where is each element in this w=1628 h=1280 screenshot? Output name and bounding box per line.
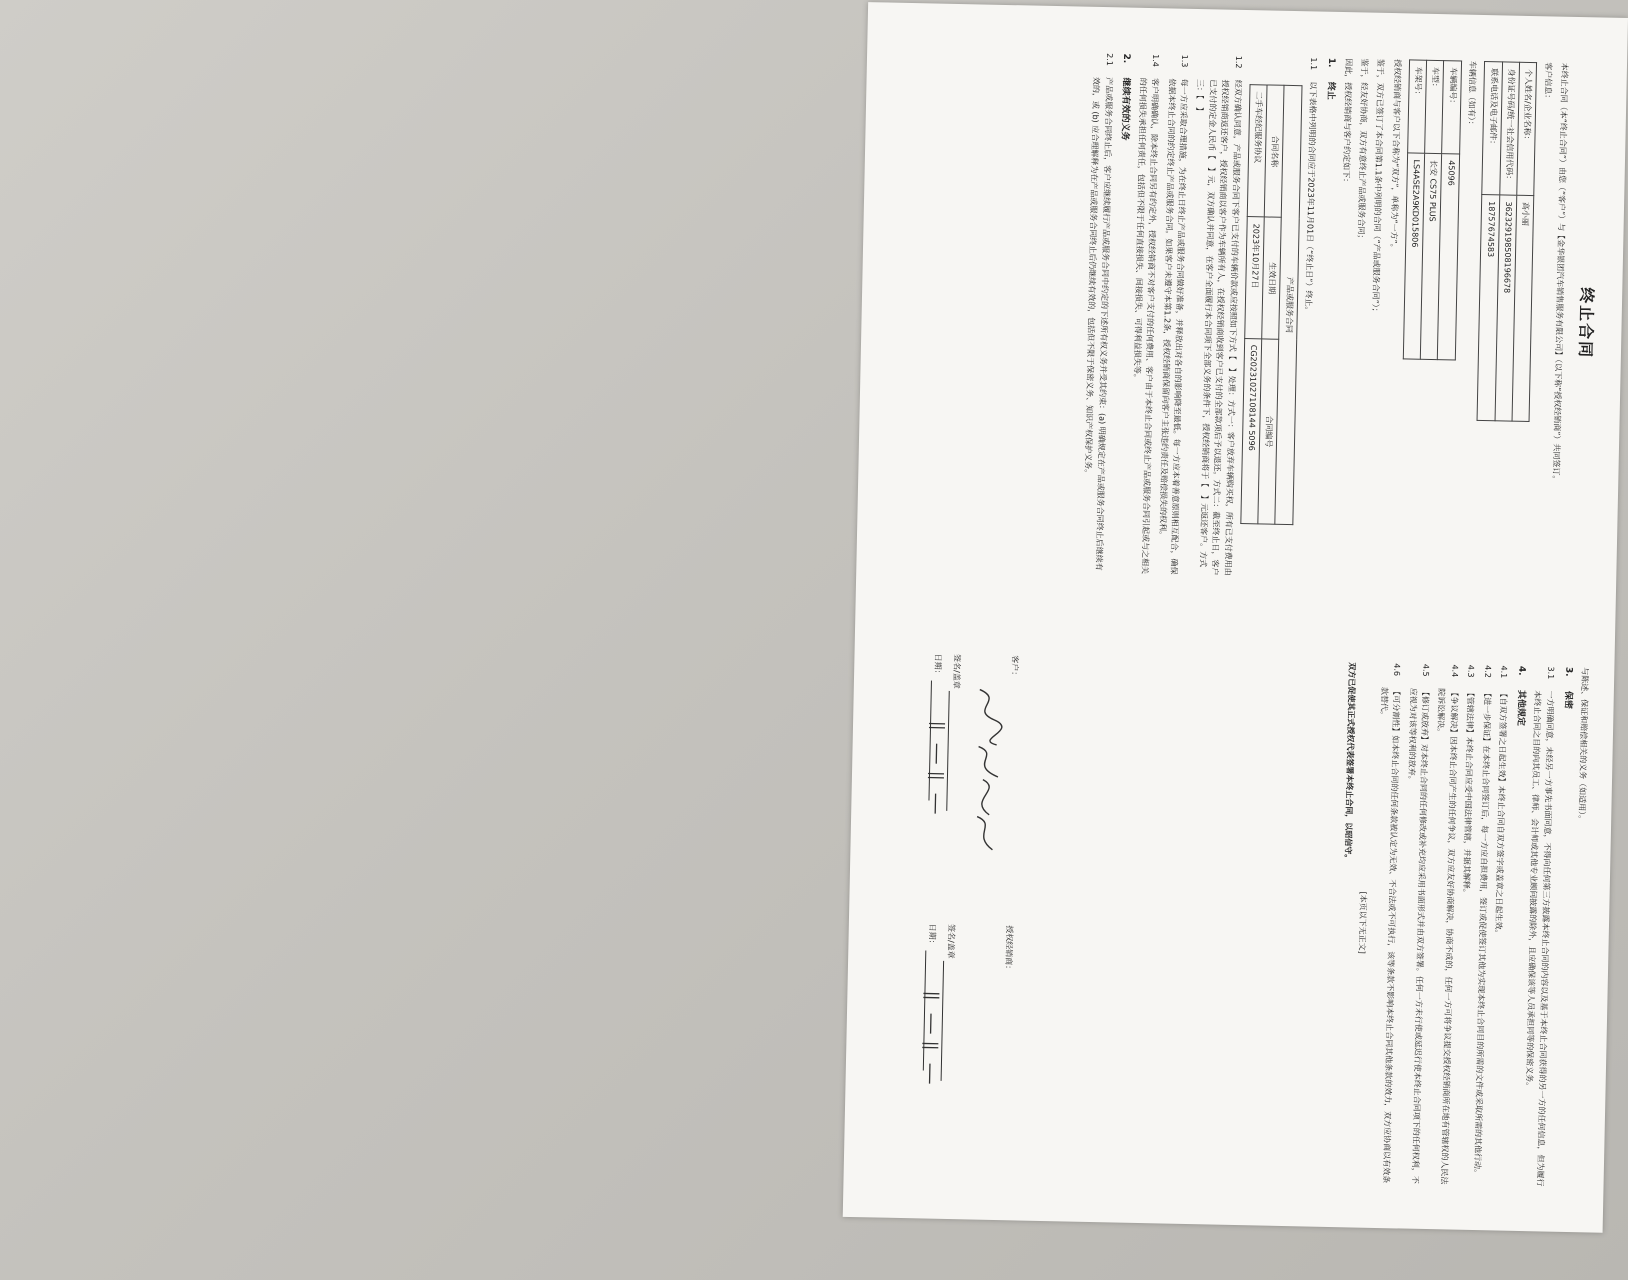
dealer-date-label: 日期： xyxy=(927,923,938,948)
clause-4-2: 4.2 【进一步保证】在本终止合同签订后，每一方应自担费用，签订或促使签订其他为实现本终止合同目的所需的文件或采取所需的其他行动。 xyxy=(1470,665,1493,1185)
customer-sig-label: 客户： xyxy=(1010,655,1020,680)
clause-4-5-text: 【修订或放弃】对本终止合同的任何修改或补充均应采用书面形式并由双方签署。任何一方未行使或延迟行使本终止合同项下的任何权利，不应视为对该等权利的放弃。 xyxy=(1406,687,1430,1184)
customer-handwritten-signature xyxy=(958,684,1010,855)
contract-header-number: 合同编号 xyxy=(1258,338,1279,524)
car-model-value: 长安 CS75 PLUS xyxy=(1420,153,1442,359)
clause-1-3-text: 每一方应采取合理措施，为在终止日终止产品或服务合同做好准备，并释放出对各自的影响降至最低。每一方应本着善意原则相互配合，确保依据本终止合同的约定终止产品或服务合同。如果客户未遵守本第1.2条，授权经销商保留向客户主张违约责任及赔偿损失的权利。 xyxy=(1157,78,1189,575)
clause-1-2: 1.2 经双方确认同意，产品或服务合同下客户已支付的车辆价款或应按照如下方式【 】处理：方式一：客户放弃车辆购买权，所有已支付费用由授权经销商返还客户，授权经销商以客户作为车辆所有人，在授权经销商收到客户已支付的全部款项后予以退还。方式二：截至终止日，客户已支付的定金人民币【 】元，双方确认并同意，在客户全面履行本合同项下全部义务的条件下，授权经销商将于【 】元返还客户。方式三：【 】 xyxy=(1183,55,1243,576)
customer-sign-label: 签名/盖章 xyxy=(951,653,962,689)
section-3-intro: 与陈述、保证和赔偿相关的义务（如适用）。 xyxy=(1577,667,1590,824)
section-1-title: 终止 xyxy=(1325,81,1336,100)
document-page xyxy=(843,2,1628,1233)
signature-page-note: [本页以下无正文] xyxy=(1357,891,1369,954)
clause-4-3: 4.3 【管辖法律】本终止合同应受中国法律管辖，并据其解释。 xyxy=(1453,665,1476,1185)
clause-1-2-text: 经双方确认同意，产品或服务合同下客户已支付的车辆价款或应按照如下方式【 】处理：方式一：客户放弃车辆购买权，所有已支付费用由授权经销商返还客户，授权经销商以客户作为车辆所有人，在授权经销商收到客户已支付的全部款项后予以退还。方式二：截至终止日，客户已支付的定金人民币【 】元，双方确认并同意，在客户全面履行本合同项下全部义务的条件下，授权经销商将于【 】元返还客户。方式三：【 】 xyxy=(1195,78,1243,576)
clause-4-5: 4.5 【修订或放弃】对本终止合同的任何修改或补充均应采用书面形式并由双方签署。任何一方未行使或延迟行使本终止合同项下的任何权利，不应视为对该等权利的放弃。 xyxy=(1396,664,1432,1184)
execution-statement: 双方已促使其正式授权代表签署本终止合同，以昭信守。 xyxy=(1343,662,1357,863)
customer-id-key: 身份证号码/统一社会信用代码： xyxy=(1499,62,1519,195)
section-3-title: 保密 xyxy=(1562,690,1573,709)
dealer-handwritten-date xyxy=(917,983,944,1103)
clause-3-1: 3.1 一方明确同意，未经另一方事先书面同意，不得向任何第三方披露本终止合同的内容以及基于本终止合同获得的另一方的任何信息，但为履行本终止合同之目的向其员工、律师、会计师或其他专业顾问披露的除外，且应确保该等人员承担同等的保密义务。 xyxy=(1520,666,1556,1186)
left-column xyxy=(1075,53,1603,584)
customer-signature-block xyxy=(926,654,1020,896)
clause-1-3: 1.3 每一方应采取合理措施，为在终止日终止产品或服务合同做好准备，并释放出对各自的影响降至最低。每一方应本着善意原则相互配合，确保依据本终止合同的约定终止产品或服务合同。如果客户未遵守本第1.2条，授权经销商保留向客户主张违约责任及赔偿损失的权利。 xyxy=(1155,54,1191,574)
car-number-value: 45096 xyxy=(1438,154,1460,360)
car-table xyxy=(1402,59,1461,360)
dealer-signature-block xyxy=(921,923,1015,1165)
section-3-heading: 3. 保密 xyxy=(1549,667,1574,1187)
contract-date-cell: 2023年10月27日 xyxy=(1244,217,1264,338)
car-vin-key: 车架号： xyxy=(1407,60,1426,153)
section-4-heading: 4. 其他规定 xyxy=(1502,666,1527,1186)
clause-4-3-text: 【管辖法律】本终止合同应受中国法律管辖，并据其解释。 xyxy=(1461,688,1476,897)
clause-4-2-text: 【进一步保证】在本终止合同签订后，每一方应自担费用，签订或促使签订其他为实现本终止合同目的所需的文件或采取所需的其他行动。 xyxy=(1472,689,1492,1178)
section-2-title: 继续有效的义务 xyxy=(1119,77,1132,141)
clause-2-1-text: 产品或服务合同终止后，客户应继续履行产品或服务合同中约定的下述所有权义务并受其约束：(a) 明确规定在产品或服务合同终止后继续有效的，或 (b) 应合理解释为在产品或服务合同终止后仍继续有效的，包括但不限于保密义务、知识产权保护义务。 xyxy=(1083,76,1114,571)
customer-id-value: 362329198508196678 xyxy=(1495,195,1517,421)
whereas-3: 鉴于，经友好协商，双方有意终止产品或服务合同； xyxy=(1356,58,1369,243)
dealer-sig-label: 授权经销商： xyxy=(1003,925,1014,974)
contract-header-name: 合同名称 xyxy=(1264,85,1284,218)
clause-1-1: 1.1 以下表格中列明的合同应于2023年11月01日（“终止日”）终止。 xyxy=(1296,57,1319,577)
clause-4-1: 4.1 【自双方签署之日起生效】本终止合同自双方签字或盖章之日起生效。 xyxy=(1486,665,1509,1185)
section-2-heading: 2. 继续有效的义务 xyxy=(1108,53,1133,573)
customer-section-label: 客户信息： xyxy=(1543,62,1553,103)
contract-header-date: 生效日期 xyxy=(1262,217,1282,338)
clause-4-4-text: 【争议解决】因本终止合同产生的任何争议，双方应友好协商解决，协商不成的，任何一方可将争议提交授权经销商所在地有管辖权的人民法院诉讼解决。 xyxy=(1436,688,1459,1185)
section-4-title: 其他规定 xyxy=(1515,689,1526,727)
car-model-key: 车型： xyxy=(1425,60,1444,153)
customer-contact-value: 18757674583 xyxy=(1477,194,1499,420)
section-1-heading: 1. 终止 xyxy=(1312,58,1337,578)
customer-table xyxy=(1477,61,1538,422)
car-number-key: 车辆编号： xyxy=(1442,61,1461,154)
contract-number-cell: CG20231027108144 5096 xyxy=(1240,338,1261,524)
clause-3-1-text: 一方明确同意，未经另一方事先书面同意，不得向任何第三方披露本终止合同的内容以及基于本终止合同获得的另一方的任何信息，但为履行本终止合同之目的向其员工、律师、会计师或其他专业顾问披露的除外，且应确保该等人员承担同等的保密义务。 xyxy=(1524,690,1555,1187)
clause-4-4: 4.4 【争议解决】因本终止合同产生的任何争议，双方应友好协商解决，协商不成的，任何一方可将争议提交授权经销商所在地有管辖权的人民法院诉讼解决。 xyxy=(1425,664,1461,1184)
clause-1-1-text: 以下表格中列明的合同应于2023年11月01日（“终止日”）终止。 xyxy=(1303,81,1318,315)
clause-4-6: 4.6 【可分割性】如本终止合同的任何条款被认定为无效、不合法或不可执行，该等条款不影响本终止合同其他条款的效力，双方应协商以有效条款替代。 xyxy=(1367,663,1403,1183)
whereas-4: 因此，授权经销商与客户约定如下： xyxy=(1340,58,1353,187)
customer-name-key: 个人姓名/企业名称： xyxy=(1517,62,1537,195)
whereas-2: 鉴于，双方已签订了本合同第1.1条中列明的合同（“产品或服务合同”）； xyxy=(1371,58,1386,316)
clause-1-4-text: 客户明确确认，除本终止合同另有约定外，授权经销商不对客户支付的任何费用、客户由于本终止合同或终止产品或服务合同引起或与之相关的任何损失承担任何责任，包括但不限于任何直接损失、间接损失、可得利益损失等。 xyxy=(1132,77,1160,575)
clause-2-1: 2.1 产品或服务合同终止后，客户应继续履行产品或服务合同中约定的下述所有权义务并受其约束：(a) 明确规定在产品或服务合同终止后继续有效的，或 (b) 应合理解释为在产品或服务合同终止后仍继续有效的，包括但不限于保密义务、知识产权保护义务。 xyxy=(1079,53,1115,573)
clause-1-4: 1.4 客户明确确认，除本终止合同另有约定外，授权经销商不对客户支付的任何费用、客户由于本终止合同或终止产品或服务合同引起或与之相关的任何损失承担任何责任，包括但不限于任何直接损失、间接损失、可得利益损失等。 xyxy=(1126,54,1162,574)
customer-contact-key: 联系电话及电子邮件： xyxy=(1482,62,1502,195)
customer-date-label: 日期： xyxy=(933,653,943,678)
customer-name-value: 高小丽 xyxy=(1512,195,1534,421)
car-vin-value: LS4ASE2A9KD015806 xyxy=(1403,153,1425,359)
contract-group-header: 产品或服务合同 xyxy=(1275,85,1302,524)
clause-4-1-text: 【自双方签署之日起生效】本终止合同自双方签字或盖章之日起生效。 xyxy=(1493,689,1508,938)
car-section-label: 车辆信息（如有）： xyxy=(1466,60,1478,129)
customer-handwritten-date xyxy=(923,713,950,833)
dealer-sign-label: 签名/盖章 xyxy=(945,923,956,959)
contract-name-cell: 二手车经纪服务协议 xyxy=(1247,85,1267,218)
intro-paragraph: 本终止合同（本“终止合同”）由您（“客户”）与【金华银团汽车销售服务有限公司】（以下称“授权经销商”）共同签订。 xyxy=(1551,62,1570,484)
contract-table xyxy=(1240,84,1302,525)
document-title: 终止合同 xyxy=(1575,286,1597,360)
signature-area xyxy=(840,652,1031,1176)
clause-4-6-text: 【可分割性】如本终止合同的任何条款被认定为无效、不合法或不可执行，该等条款不影响本终止合同其他条款的效力，双方应协商以有效条款替代。 xyxy=(1379,686,1402,1184)
whereas-1: 授权经销商与客户以下合称为“双方”，单称为“一方”。 xyxy=(1388,59,1402,252)
right-column xyxy=(927,653,1590,1187)
